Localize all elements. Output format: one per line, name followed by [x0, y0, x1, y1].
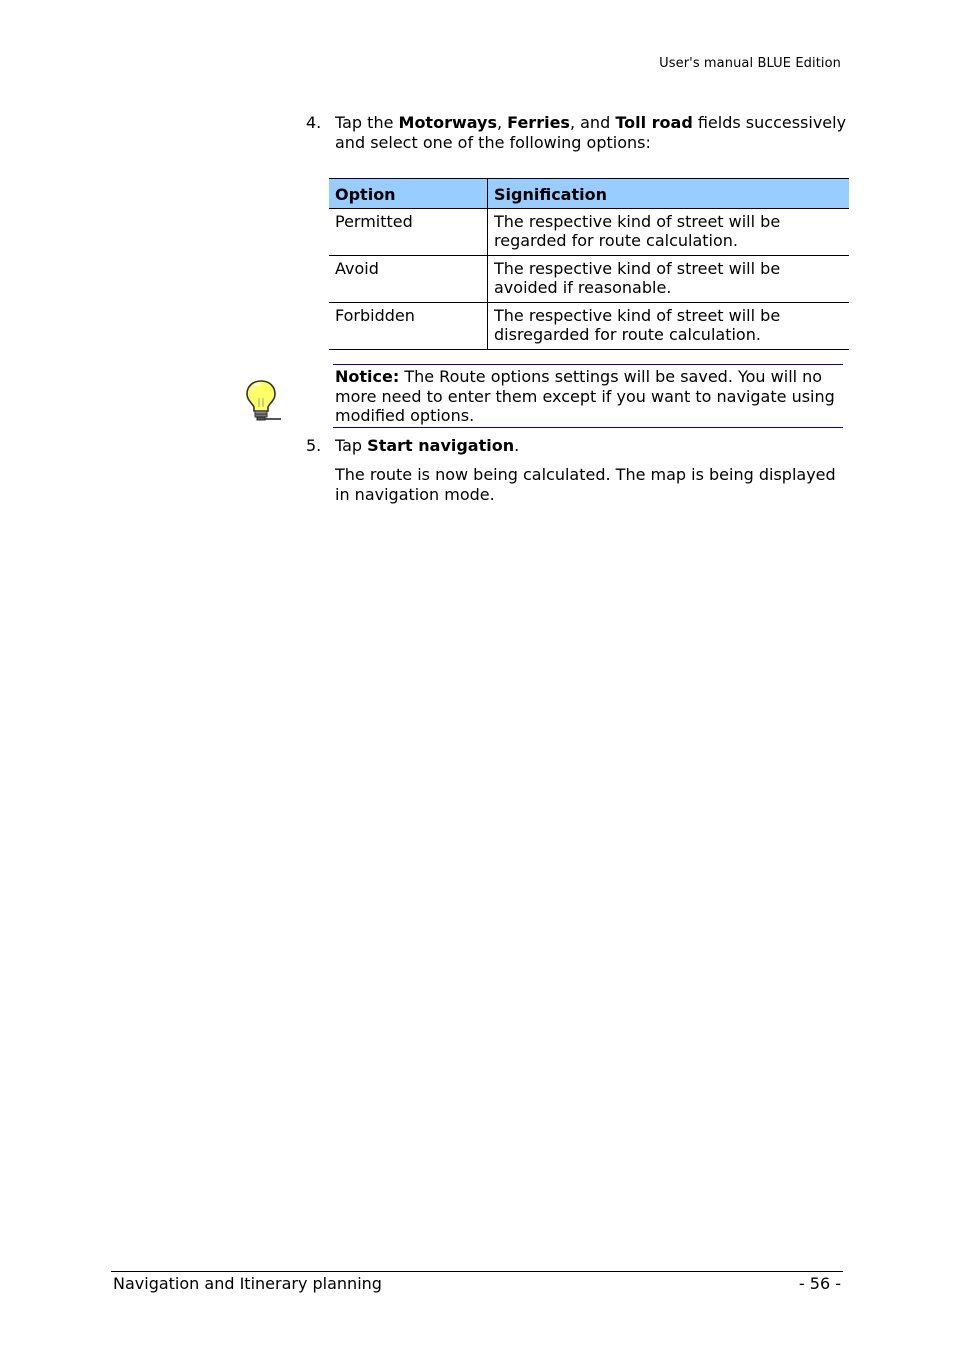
table-row	[329, 256, 849, 303]
step-text: Tap the Motorways, Ferries, and Toll road fields successively and select one of the following options:	[335, 113, 847, 152]
column-header-option: Option	[329, 179, 488, 209]
page-number: - 56 -	[798, 1274, 841, 1293]
signification-cell: The respective kind of street will be avoided if reasonable.	[488, 256, 850, 303]
page-footer	[111, 1271, 843, 1293]
notice-label: Notice:	[335, 367, 400, 386]
lightbulb-icon	[243, 378, 283, 422]
option-cell: Permitted	[329, 209, 488, 256]
result-paragraph: The route is now being calculated. The map is being displayed in navigation mode.	[335, 465, 836, 504]
start-navigation-term: Start navigation	[367, 436, 515, 455]
table-row	[329, 209, 849, 256]
step-4	[306, 113, 851, 153]
column-header-signification: Signification	[488, 179, 850, 209]
running-header: User's manual BLUE Edition	[659, 56, 841, 71]
signification-cell: The respective kind of street will be disregarded for route calculation.	[488, 303, 850, 350]
toll-road-term: Toll road	[615, 113, 693, 132]
step-number: 4.	[306, 113, 322, 132]
footer-chapter: Navigation and Itinerary planning	[113, 1274, 382, 1293]
option-cell: Forbidden	[329, 303, 488, 350]
step-number: 5.	[306, 436, 322, 455]
motorways-term: Motorways	[398, 113, 497, 132]
options-table	[329, 178, 849, 350]
ferries-term: Ferries	[507, 113, 570, 132]
signification-cell: The respective kind of street will be regarded for route calculation.	[488, 209, 850, 256]
notice-box	[333, 364, 843, 428]
table-header-row	[329, 179, 849, 209]
notice-text: The Route options settings will be saved. You will no more need to enter them except if you want to navigate using modified options.	[335, 367, 835, 425]
option-cell: Avoid	[329, 256, 488, 303]
table-row	[329, 303, 849, 350]
step-text: Tap Start navigation.	[335, 436, 520, 455]
step-5	[306, 436, 851, 456]
